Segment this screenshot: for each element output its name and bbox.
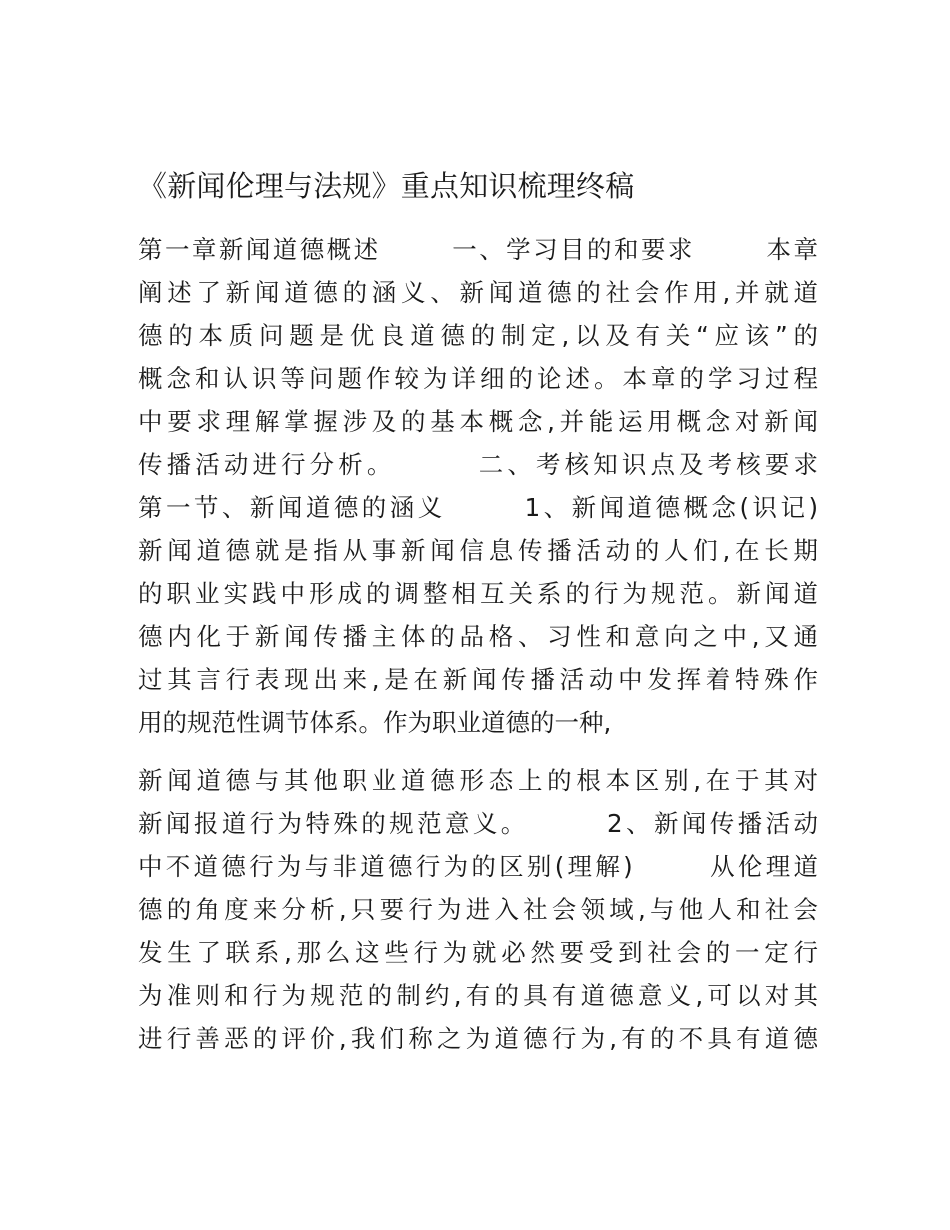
paragraph-line: 德内化于新闻传播主体的品格、习性和意向之中,又通 [138, 622, 818, 651]
paragraph-line: 中不道德行为与非道德行为的区别(理解) 从伦理道 [138, 852, 818, 881]
paragraph-line: 概念和认识等问题作较为详细的论述。本章的学习过程 [138, 364, 818, 393]
paragraph-line: 新闻道德就是指从事新闻信息传播活动的人们,在长期 [138, 536, 818, 565]
paragraph-line: 德的本质问题是优良道德的制定,以及有关“应该”的 [138, 321, 818, 350]
paragraph-line: 第一章新闻道德概述 一、学习目的和要求 本章 [138, 235, 818, 264]
paragraph-line: 第一节、新闻道德的涵义 1、新闻道德概念(识记) [138, 493, 818, 522]
paragraph-line: 过其言行表现出来,是在新闻传播活动中发挥着特殊作 [138, 665, 818, 694]
paragraph-line: 德的角度来分析,只要行为进入社会领域,与他人和社会 [138, 895, 818, 924]
paragraph-line: 阐述了新闻道德的涵义、新闻道德的社会作用,并就道 [138, 278, 818, 307]
paragraph-line: 为准则和行为规范的制约,有的具有道德意义,可以对其 [138, 981, 818, 1010]
paragraph-line: 传播活动进行分析。 二、考核知识点及考核要求 [138, 450, 818, 479]
paragraph-line: 发生了联系,那么这些行为就必然要受到社会的一定行 [138, 938, 818, 967]
paragraph-line: 新闻道德与其他职业道德形态上的根本区别,在于其对 [138, 766, 818, 795]
paragraph-line: 新闻报道行为特殊的规范意义。 2、新闻传播活动 [138, 809, 818, 838]
paragraph-line: 中要求理解掌握涉及的基本概念,并能运用概念对新闻 [138, 407, 818, 436]
document-title: 《新闻伦理与法规》重点知识梳理终稿 [138, 169, 635, 203]
paragraph-line: 进行善恶的评价,我们称之为道德行为,有的不具有道德 [138, 1024, 818, 1053]
paragraph-line: 的职业实践中形成的调整相互关系的行为规范。新闻道 [138, 579, 818, 608]
paragraph-line: 用的规范性调节体系。作为职业道德的一种, [138, 708, 612, 737]
